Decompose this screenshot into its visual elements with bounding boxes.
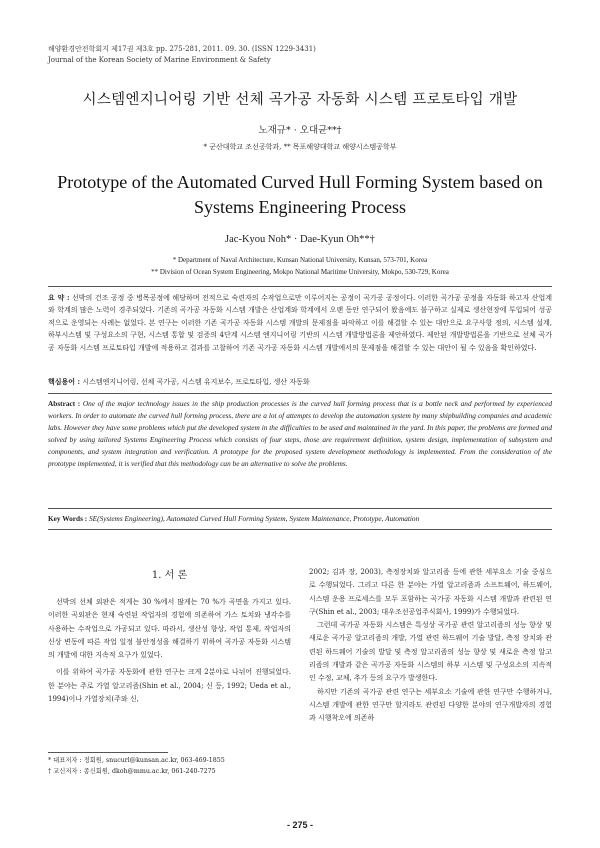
abstract-english-text: One of the major technology issues in the ship production processes is the curved hull forming process that is a bottle neck and performed by experienced workers. In order to automate the curved hull forming process, there are a lot of attempts to develop the automation system by many shipbuilding companies and academic labs. However they have some problems which put the developed system in the difficulties to be used and maintained in the yard. In this paper, the problems are formed and solved by using tailored Systems Engineering Process which consists of four steps, those are requirement definition, system design, implementation of subsystem and components, and system integration and verification. A prototype for the proposed system development methodology is implemented. From the consideration of the prototype implemented, it is verified that this methodology can be an alternative to solve the problems.	[48, 399, 552, 468]
intro-paragraph-1: 선박의 선체 외판은 적게는 30 %에서 많게는 70 %가 곡면을 가지고 있다. 이러한 곡외판은 현재 숙련된 작업자의 경험에 의존하여 가스 토치와 냉각수를 사용하는 수작업으로 가공되고 있다. 따라서, 생산성 향상, 작업 통제, 작업자의 신상 변동에 따른 작업 일정 불안정성을 해결하기 위하여 곡가공 자동화 시스템의 개발에 대한 지속적 요구가 있었다.	[48, 598, 291, 660]
abstract-english	[48, 398, 552, 470]
korean-affiliation: * 군산대학교 조선공학과, ** 목포해양대학교 해양시스템공학부	[203, 143, 397, 151]
divider-top	[48, 286, 552, 287]
keywords-english-label: Key Words :	[48, 514, 88, 523]
footnote-corresponding-author: † 교신저자 : 종신회원, dkoh@mmu.ac.kr, 061-240-7275	[48, 767, 216, 775]
korean-authors: 노재규* · 오대균**†	[258, 125, 342, 136]
keywords-korean-label: 핵심용어 :	[48, 377, 81, 386]
journal-line-english: Journal of the Korean Society of Marine Environment & Safety	[48, 56, 271, 64]
abstract-korean-label: 요 약 :	[48, 293, 70, 302]
right-column	[309, 566, 552, 726]
english-affiliations	[0, 254, 600, 278]
affiliation-2: ** Division of Ocean System Engineering, Mokpo National Maritime University, Mokpo, 530-729, Korea	[151, 268, 449, 276]
intro-paragraph-2: 이를 위하여 곡가공 자동화에 관한 연구는 크게 2분야로 나뉘어 진행되었다. 한 분야는 주로 가열 알고리즘(Shin et al., 2004; 신 등, 1992; Ueda et al., 1994)이나 가열장치(주와 신,	[48, 668, 291, 704]
right-paragraph-1: 2002; 김과 장, 2003), 측정장치와 알고리즘 등에 관한 세부요소 기술 중심으로 수행되었다. 그리고 다른 한 분야는 가열 알고리즘과 소프트웨어, 하드웨어, 시스템 운용 프로세스를 모두 포함하는 곡가공 자동화 시스템 개발과 관련된 연구(Shin et al., 2003; 대우조선공업주식회사, 1999)가 수행되었다.	[309, 568, 552, 616]
abstract-korean	[48, 292, 552, 354]
footnotes	[48, 756, 291, 777]
footnote-divider	[48, 752, 168, 753]
keywords-english	[48, 513, 552, 525]
divider-lower	[48, 508, 552, 509]
keywords-korean	[48, 376, 552, 388]
left-column	[48, 596, 291, 706]
abstract-korean-text: 선박의 건조 공정 중 병목공정에 해당하며 전적으로 숙련자의 수작업으로만 이루어지는 공정이 곡가공 공정이다. 이러한 곡가공 공정을 자동화 하고자 산업계와 학계의 많은 노력이 경주되었다. 기존의 곡가공 자동화 시스템 개발은 산업계와 학계에서 오랜 동안 연구되어 왔음에도 불구하고 실제로 생산현장에 투입되어 성공적으로 운영되는 사례는 없었다. 본 연구는 이러한 기존 곡가공 자동화 시스템 개발의 문제점을 파악하고 이를 해결할 수 있는 대안으로 요구사항 정의, 시스템 설계, 하부시스템 및 구성요소의 구현, 시스템 통합 및 검증의 4단계 시스템 엔지니어링 기반의 시스템 개발방법론을 제안하였다. 제안된 개발방법론을 기반으로 선체 곡가공 자동화 시스템 프로토타입 개발에 적용하고 결과를 고찰하여 기존 곡가공 자동화 시스템 개발에서의 문제점을 해결할 수 있는 대안이 될 수 있음을 확인하였다.	[48, 294, 552, 352]
affiliation-1: * Department of Naval Architecture, Kunsan National University, Kunsan, 573-701, Korea	[172, 256, 428, 264]
abstract-english-label: Abstract :	[48, 399, 81, 408]
divider-bottom	[48, 529, 552, 530]
right-paragraph-3: 하지만 기존의 곡가공 관련 연구는 세부요소 기술에 관한 연구만 수행하거나, 시스템 개발에 관한 연구만 할지라도 관련된 다양한 분야의 연구개발자의 경험과 시행착오에 의존하	[309, 687, 552, 723]
korean-title: 시스템엔지니어링 기반 선체 곡가공 자동화 시스템 프로토타입 개발	[82, 92, 518, 108]
journal-line-korean: 해양환경안전학회지 제17권 제3호 pp. 275-281, 2011. 09. 30. (ISSN 1229-3431)	[48, 45, 316, 53]
right-paragraph-2: 그런데 곡가공 자동화 시스템은 특성상 곡가공 관련 알고리즘의 성능 향상 및 새로운 곡가공 알고리즘의 개발, 가열 관련 하드웨어 기술 발달, 측정 장치와 관련된 하드웨어 기술의 발달 및 측정 알고리즘의 성능 향상 및 새로운 측정 알고리즘의 개발과 같은 곡가공 자동화 시스템의 하부 시스템 및 구성요소의 지속적인 수정, 교체, 추가 등의 요구가 발생한다.	[309, 621, 552, 683]
footnote-first-author: * 대표저자 : 정회원, snucurl@kunsan.ac.kr, 063-469-1855	[48, 757, 225, 764]
divider-middle	[48, 393, 552, 394]
english-authors: Jac-Kyou Noh* · Dae-Kyun Oh**†	[225, 234, 375, 245]
journal-header	[48, 44, 548, 66]
keywords-english-text: SE(Systems Engineering), Automated Curved Hull Forming System, System Maintenance, Prototype, Automation	[89, 514, 420, 523]
keywords-korean-text: 시스템엔지니어링, 선체 곡가공, 시스템 유지보수, 프로토타입, 생산 자동화	[82, 378, 310, 386]
section-heading: 1. 서 론	[151, 570, 188, 581]
english-title	[20, 170, 580, 220]
page-number: - 275 -	[286, 820, 313, 830]
english-title-line2: Systems Engineering Process	[194, 197, 406, 217]
english-title-line1: Prototype of the Automated Curved Hull Forming System based on	[57, 172, 543, 192]
